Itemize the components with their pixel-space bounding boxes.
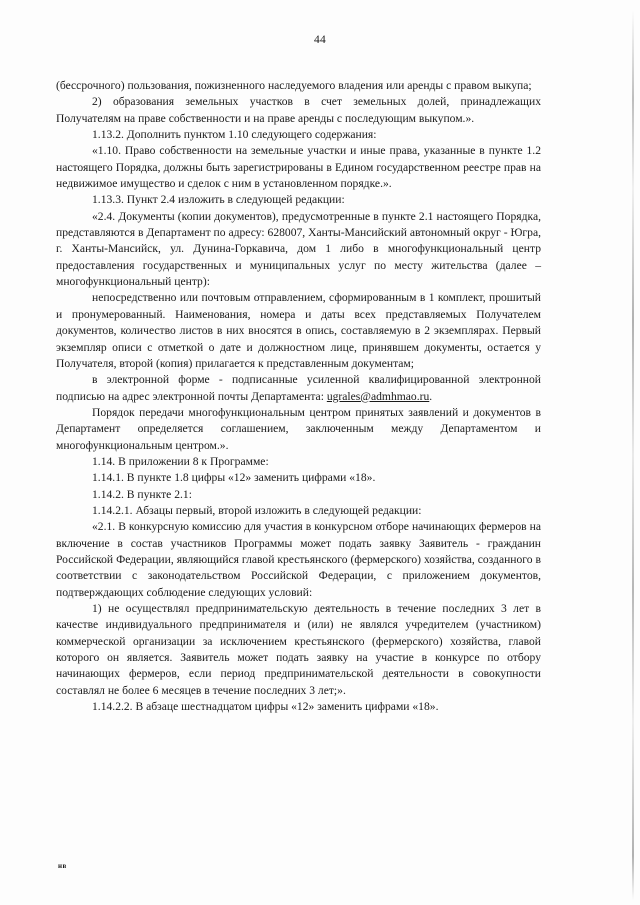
paragraph: 1.14. В приложении 8 к Программе: [92,454,269,468]
paragraph: «1.10. Право собственности на земельные участки и иные права, указанные в пункте 1.2 настоящего Порядка, должны быть зарегистрированы в Едином государственном реестре прав на недвижимое имущество и сделок с ним в установленном порядке.». [56,144,541,191]
scan-edge-shadow [632,10,634,900]
paragraph-email [56,372,541,405]
paragraph: 1) не осуществлял предпринимательскую деятельность в течение последних 3 лет в качестве индивидуального предпринимателя и (или) не являлся учредителем (участником) коммерческой организации за исключением крестьянского (фермерского) хозяйства, главой которого он является. Заявитель может подать заявку на участие в конкурсе по отбору начинающих фермеров, если период предпринимательской деятельности в совокупности составлял не более 6 месяцев в течение последних 3 лет;». [56,602,541,697]
paragraph: 1.14.2. В пункте 2.1: [92,487,192,501]
paragraph: 1.14.2.1. Абзацы первый, второй изложить в следующей редакции: [92,503,422,517]
paragraph: (бессрочного) пользования, пожизненного наследуемого владения или аренды с правом выкупа; [56,79,532,92]
paragraph: 1.13.3. Пункт 2.4 изложить в следующей редакции: [92,193,345,207]
paragraph: «2.1. В конкурсную комиссию для участия в конкурсном отборе начинающих фермеров на включение в состав участников Программы может подать заявку Заявитель - гражданин Российской Федерации, являющийся главой крестьянского (фермерского) хозяйства, созданного в соответствии с законодательством Российской Федерации, с приложением документов, подтверждающих соблюдение следующих условий: [56,520,541,599]
paragraph-text: в электронной форме - подписанные усиленной квалифицированной электронной подписью на адрес электронной почты Департамента: [56,373,541,403]
paragraph: «2.4. Документы (копии документов), предусмотренные в пункте 2.1 настоящего Порядка, представляются в Департамент по адресу: 628007, Ханты-Мансийский автономный округ - Югра, г. Ханты-Мансийск, ул. Дунина-Горкавича, дом 1 либо в многофункциональный центр предоставления государственных и муниципальных услуг по месту жительства (далее – многофункциональный центр): [56,209,541,289]
page-number: 44 [313,34,327,46]
paragraph: 1.14.1. В пункте 1.8 цифры «12» заменить цифрами «18». [92,471,376,485]
paragraph: непосредственно или почтовым отправлением, сформированным в 1 комплект, прошитый и пронумерованный. Наименования, номера и даты всех представляемых Получателем документов, количество листов в них вносятся в опись, составляемую в 2 экземплярах. Первый экземпляр описи с отметкой о дате и должностном лице, принявшем документы, остается у Получателя, второй (копия) прилагается к представленным документам; [56,291,541,370]
document-body [56,78,541,715]
footer-mark: нв [58,862,67,870]
paragraph-tail: . [429,389,433,403]
paragraph: 1.13.2. Дополнить пунктом 1.10 следующего содержания: [92,128,377,142]
paragraph: 1.14.2.2. В абзаце шестнадцатом цифры «12» заменить цифрами «18». [92,700,439,714]
email-link[interactable]: ugrales@admhmao.ru [326,389,430,403]
paragraph: 2) образования земельных участков в счет земельных долей, принадлежащих Получателям на праве собственности и на праве аренды с последующим выкупом.». [56,95,541,125]
paragraph: Порядок передачи многофункциональным центром принятых заявлений и документов в Департамент определяется соглашением, заключенным между Департаментом и многофункциональным центром.». [56,405,541,452]
